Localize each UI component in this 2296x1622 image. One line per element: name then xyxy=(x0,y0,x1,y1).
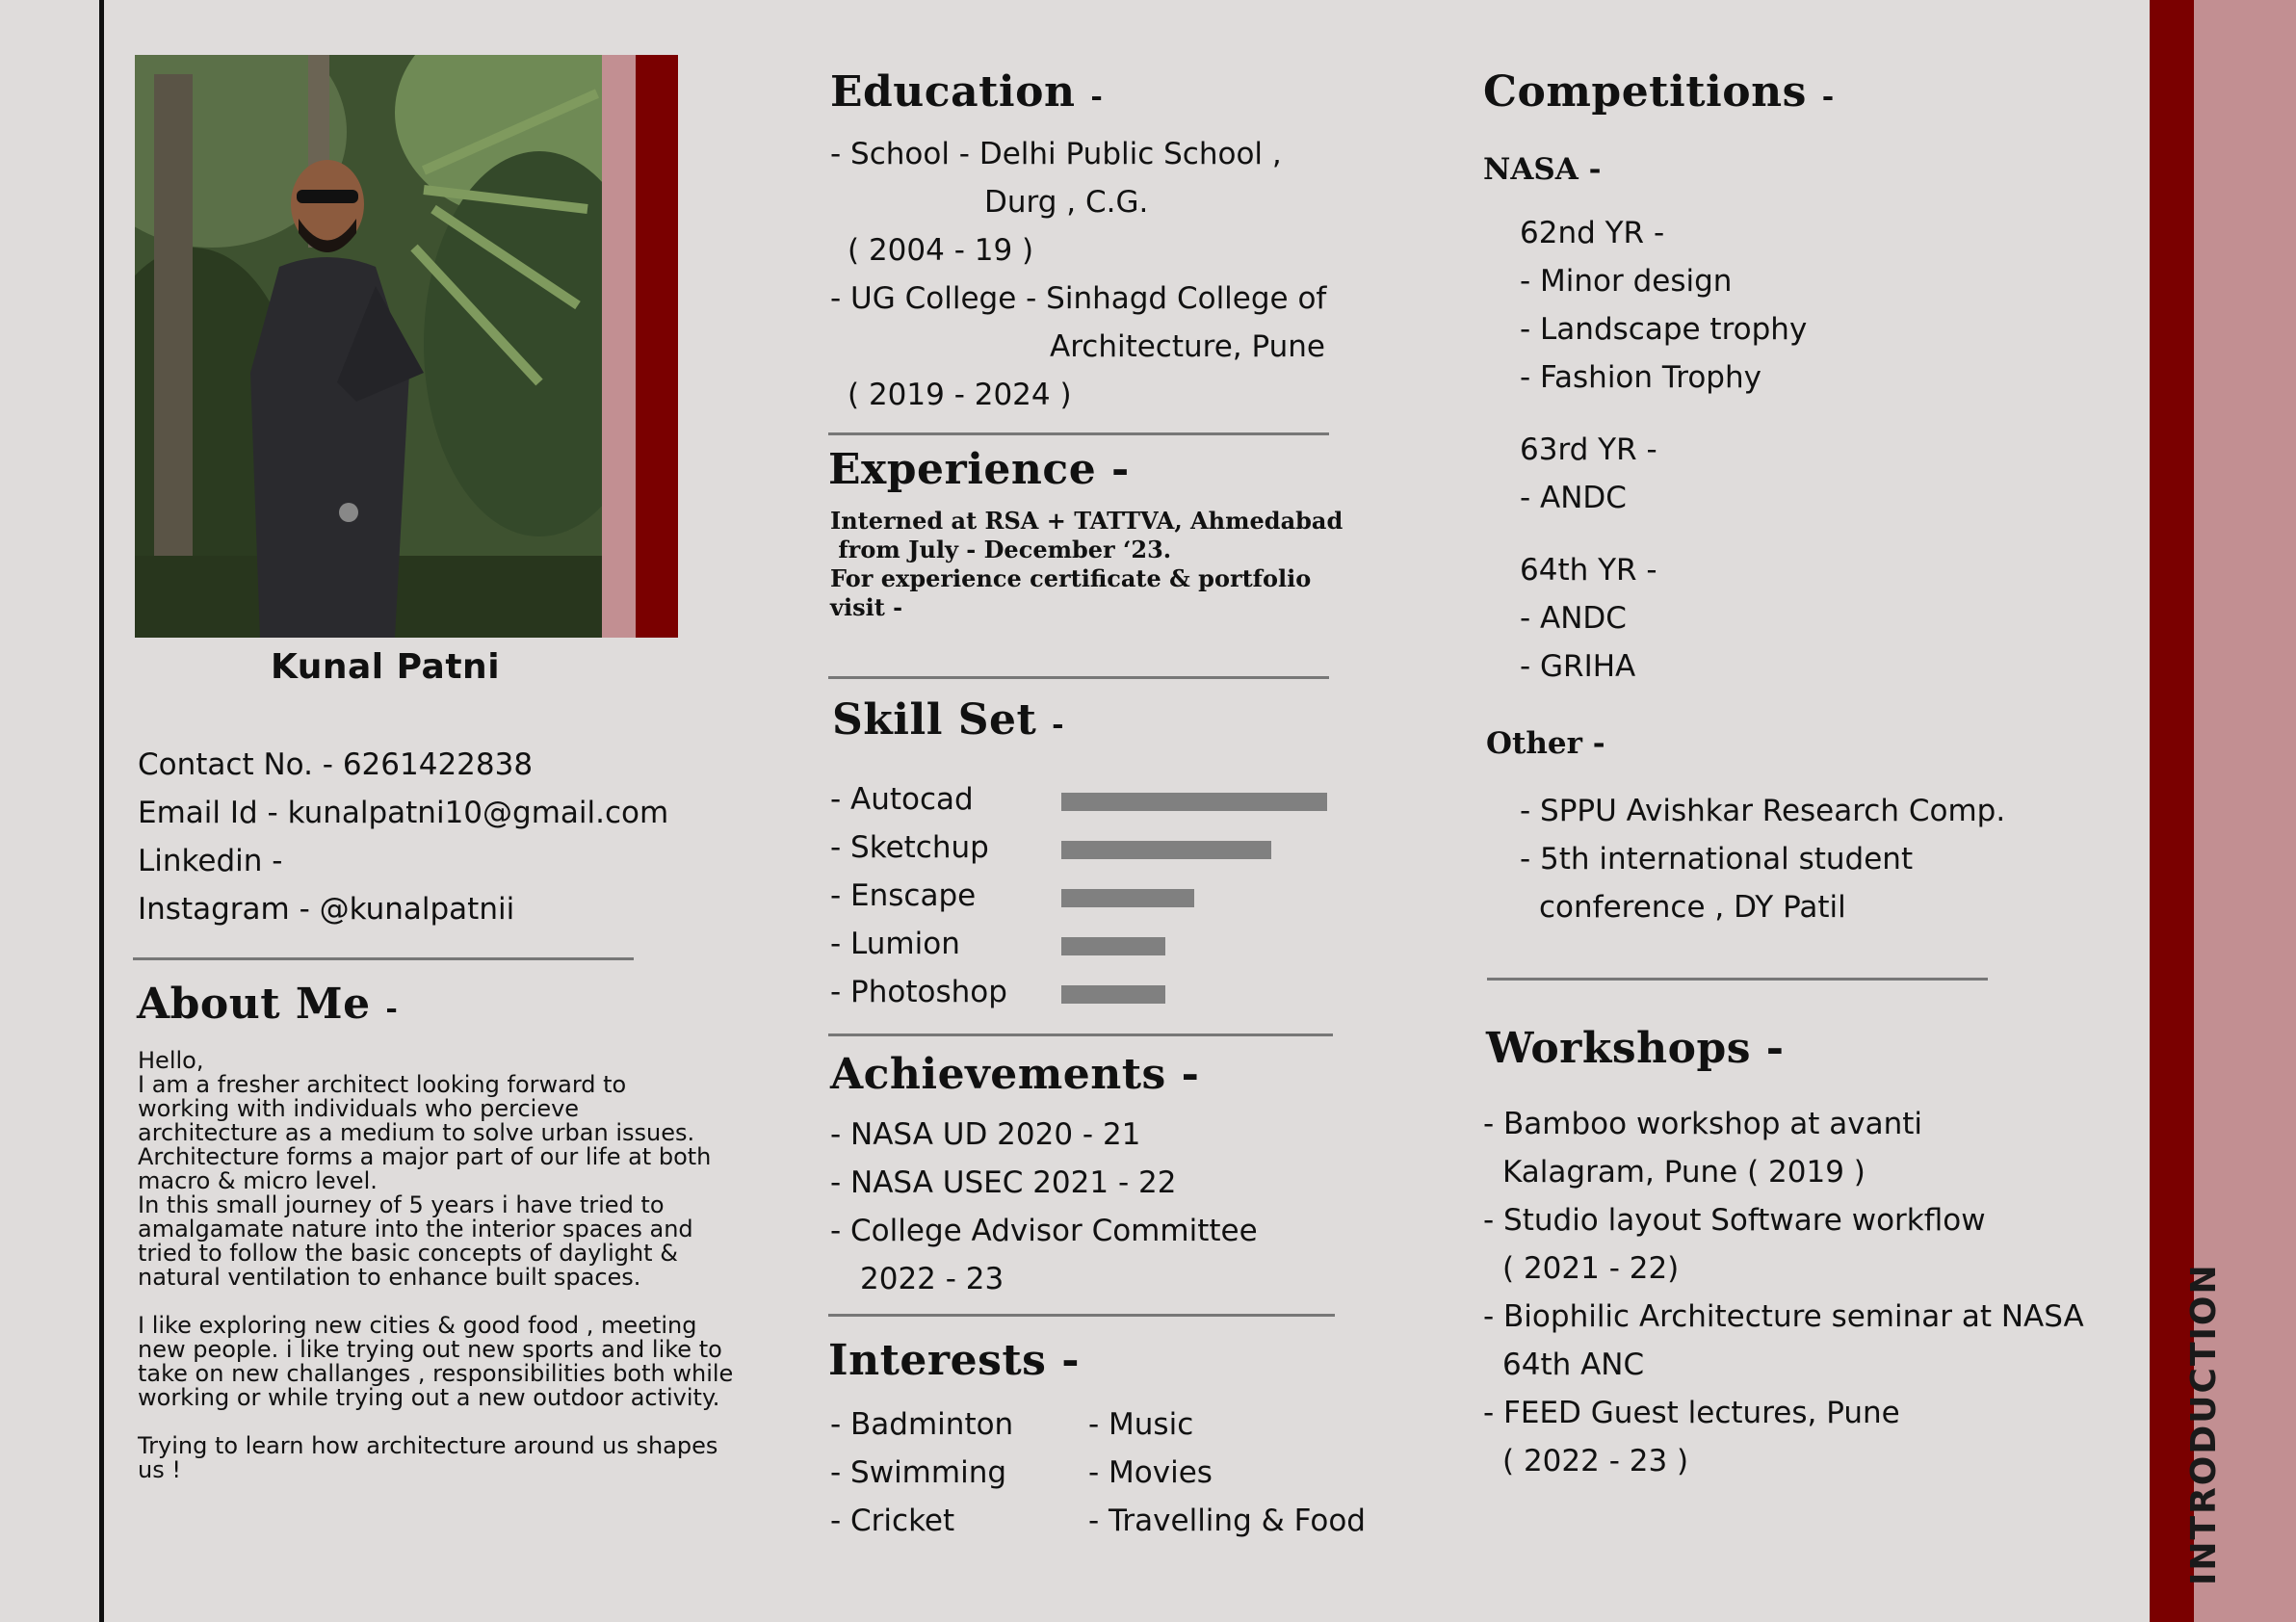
other-competition-line: - SPPU Avishkar Research Comp. xyxy=(1520,794,2006,828)
divider xyxy=(828,1033,1333,1036)
education-line: - UG College - Sinhagd College of xyxy=(830,281,1327,316)
achievements-heading: Achievements - xyxy=(830,1050,1200,1099)
workshop-line: ( 2022 - 23 ) xyxy=(1502,1444,1689,1478)
divider xyxy=(828,1314,1335,1317)
about-heading xyxy=(137,980,398,1029)
about-line: Architecture forms a major part of our life at both xyxy=(138,1143,712,1170)
divider xyxy=(828,676,1329,679)
about-line: Hello, xyxy=(138,1047,204,1074)
competition-year: 62nd YR - xyxy=(1520,216,1665,250)
skill-label: - Autocad xyxy=(830,782,974,817)
about-paragraph xyxy=(138,1314,812,1410)
skill-label: - Lumion xyxy=(830,927,960,961)
about-title-dash: - xyxy=(385,992,399,1026)
workshop-line: ( 2021 - 22) xyxy=(1502,1251,1680,1286)
competition-year: 64th YR - xyxy=(1520,553,1657,588)
experience-line: For experience certificate & portfolio xyxy=(830,564,1312,592)
competition-year: 63rd YR - xyxy=(1520,432,1657,467)
photo-accent-dark xyxy=(636,55,678,638)
skill-label: - Photoshop xyxy=(830,975,1007,1009)
education-line: ( 2004 - 19 ) xyxy=(848,233,1034,268)
skill-label: - Sketchup xyxy=(830,830,989,865)
left-border-line xyxy=(99,0,104,1622)
about-paragraph xyxy=(138,1049,812,1290)
interest-item: - Badminton xyxy=(830,1407,1014,1442)
interest-item: - Movies xyxy=(1088,1455,1213,1490)
about-line: working or while trying out a new outdoor activity. xyxy=(138,1384,720,1411)
achievement-line: 2022 - 23 xyxy=(860,1262,1004,1296)
about-line: natural ventilation to enhance built spaces. xyxy=(138,1264,641,1291)
competition-item: - Fashion Trophy xyxy=(1520,360,1761,395)
photo-accent-pink xyxy=(602,55,636,638)
profile-name: Kunal Patni xyxy=(270,647,501,687)
interest-item: - Travelling & Food xyxy=(1088,1504,1366,1538)
contact-instagram[interactable]: Instagram - @kunalpatnii xyxy=(138,892,515,927)
about-line: Trying to learn how architecture around us shapes xyxy=(138,1432,718,1459)
education-line: ( 2019 - 2024 ) xyxy=(848,378,1072,412)
about-line: In this small journey of 5 years i have tried to xyxy=(138,1191,665,1218)
divider xyxy=(1487,978,1988,981)
about-line: macro & micro level. xyxy=(138,1167,378,1194)
education-title: Education xyxy=(830,67,1076,117)
competition-item: - GRIHA xyxy=(1520,649,1636,684)
competitions-heading xyxy=(1483,67,1835,117)
experience-line: from July - December ‘23. xyxy=(830,536,1172,563)
about-line: architecture as a medium to solve urban issues. xyxy=(138,1119,695,1146)
profile-photo xyxy=(135,55,602,638)
contact-number: Contact No. - 6261422838 xyxy=(138,747,534,782)
about-line: take on new challanges , responsibilities both while xyxy=(138,1360,734,1387)
competitions-other-label: Other - xyxy=(1486,726,1605,761)
interest-item: - Music xyxy=(1088,1407,1194,1442)
about-line: us ! xyxy=(138,1456,181,1483)
skills-title-dash: - xyxy=(1052,708,1065,742)
competitions-nasa-label: NASA - xyxy=(1483,152,1602,187)
about-line: tried to follow the basic concepts of daylight & xyxy=(138,1240,678,1267)
workshop-line: - Bamboo workshop at avanti xyxy=(1483,1107,1923,1141)
competitions-title: Competitions xyxy=(1483,67,1807,117)
experience-heading: Experience - xyxy=(828,445,1130,494)
workshops-heading: Workshops - xyxy=(1486,1024,1785,1073)
section-label: INTRODUCTION xyxy=(2184,1263,2224,1585)
workshop-line: 64th ANC xyxy=(1502,1347,1645,1382)
interest-item: - Cricket xyxy=(830,1504,955,1538)
skills-title: Skill Set xyxy=(832,695,1037,745)
competition-item: - Minor design xyxy=(1520,264,1733,299)
about-text xyxy=(138,1049,812,1506)
achievement-line: - College Advisor Committee xyxy=(830,1214,1258,1248)
about-line: I like exploring new cities & good food , meeting xyxy=(138,1312,697,1339)
experience-text xyxy=(830,507,1343,622)
education-title-dash: - xyxy=(1090,80,1104,114)
divider xyxy=(133,957,634,960)
competition-item: - ANDC xyxy=(1520,601,1627,636)
education-line: Durg , C.G. xyxy=(984,185,1149,220)
divider xyxy=(828,432,1329,435)
skill-bar xyxy=(1061,985,1165,1004)
person-photo-icon xyxy=(135,55,602,638)
about-paragraph xyxy=(138,1434,812,1482)
achievement-line: - NASA USEC 2021 - 22 xyxy=(830,1165,1177,1200)
interests-heading: Interests - xyxy=(828,1336,1081,1385)
skill-bar xyxy=(1061,937,1165,955)
education-line: Architecture, Pune xyxy=(1050,329,1326,364)
education-heading xyxy=(830,67,1103,117)
competitions-title-dash: - xyxy=(1821,80,1835,114)
skill-bar xyxy=(1061,889,1194,907)
about-title: About Me xyxy=(137,980,371,1029)
other-competition-line: - 5th international student xyxy=(1520,842,1914,876)
about-line: I am a fresher architect looking forward to xyxy=(138,1071,627,1098)
contact-email[interactable]: Email Id - kunalpatni10@gmail.com xyxy=(138,796,669,830)
competition-item: - ANDC xyxy=(1520,481,1627,515)
about-line: amalgamate nature into the interior spaces and xyxy=(138,1216,693,1243)
workshop-line: - Studio layout Software workflow xyxy=(1483,1203,1986,1238)
about-line: new people. i like trying out new sports and like to xyxy=(138,1336,722,1363)
contact-linkedin[interactable]: Linkedin - xyxy=(138,844,283,878)
other-competition-line: conference , DY Patil xyxy=(1539,890,1846,925)
experience-line[interactable]: visit - xyxy=(830,593,903,621)
interest-item: - Swimming xyxy=(830,1455,1007,1490)
achievement-line: - NASA UD 2020 - 21 xyxy=(830,1117,1141,1152)
workshop-line: - Biophilic Architecture seminar at NASA xyxy=(1483,1299,2084,1334)
skill-bar xyxy=(1061,841,1271,859)
competition-item: - Landscape trophy xyxy=(1520,312,1808,347)
about-line: working with individuals who percieve xyxy=(138,1095,580,1122)
workshop-line: - FEED Guest lectures, Pune xyxy=(1483,1396,1900,1430)
workshop-line: Kalagram, Pune ( 2019 ) xyxy=(1502,1155,1866,1190)
skill-label: - Enscape xyxy=(830,878,977,913)
skill-bar xyxy=(1061,793,1327,811)
education-line: - School - Delhi Public School , xyxy=(830,137,1282,171)
skills-heading xyxy=(832,695,1064,745)
experience-line: Interned at RSA + TATTVA, Ahmedabad xyxy=(830,507,1344,535)
